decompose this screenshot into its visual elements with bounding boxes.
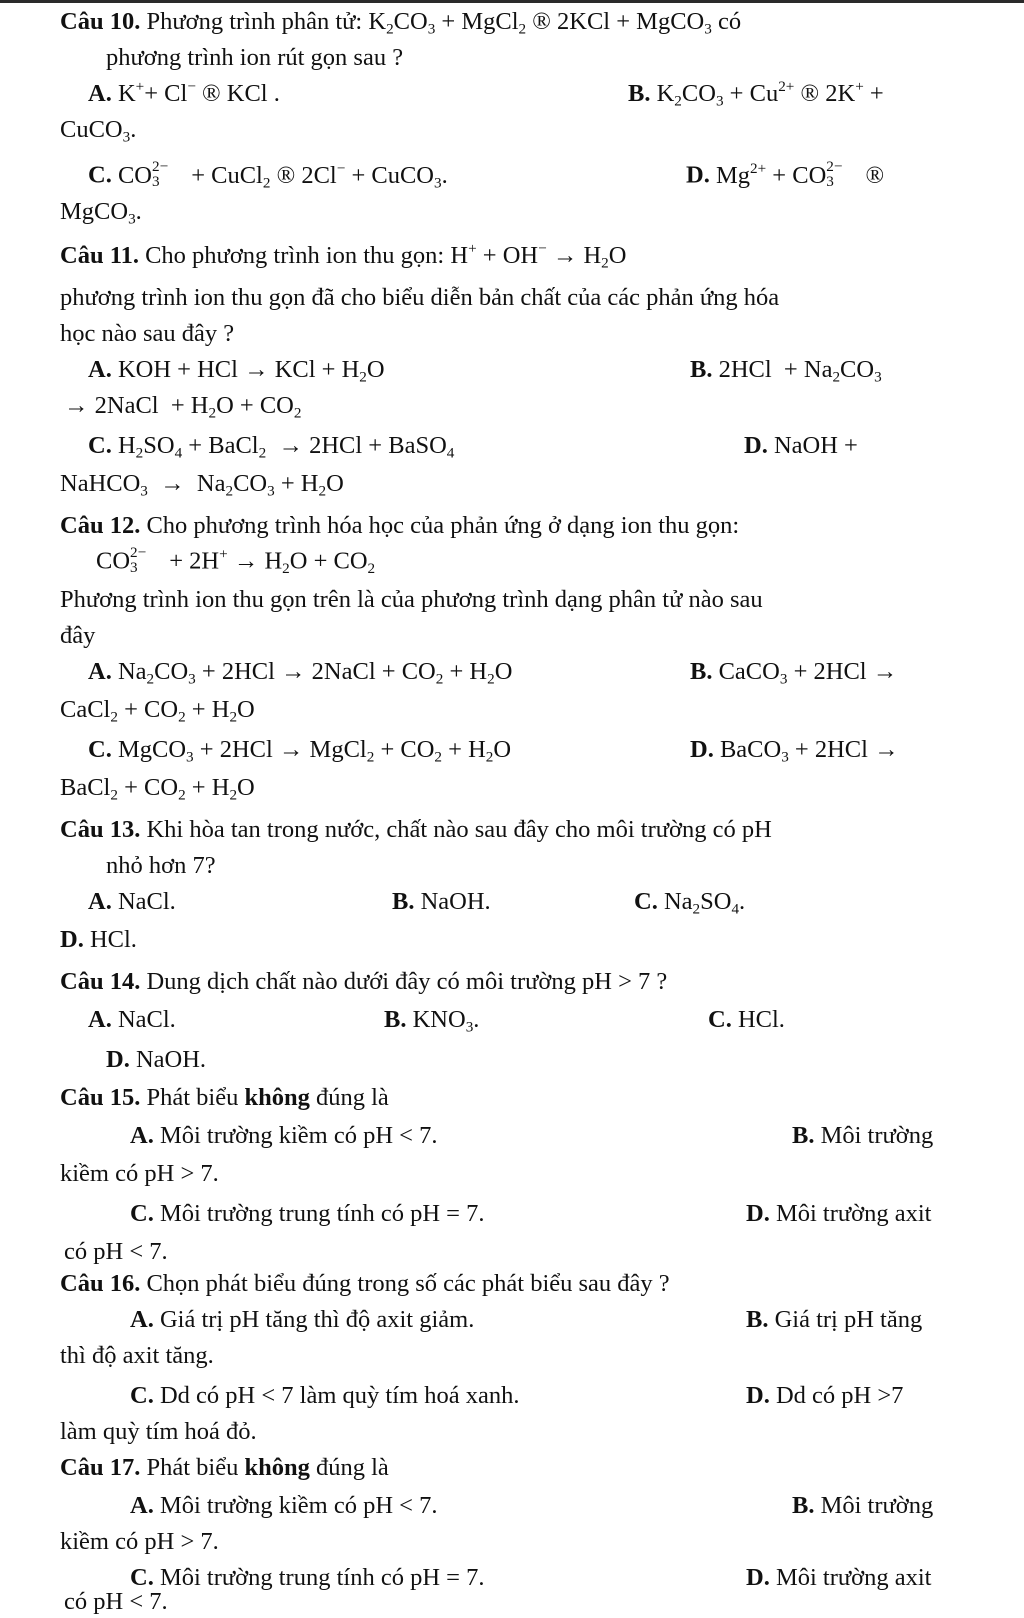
q12-option-a[interactable]: A. $Na_2CO_3 + 2HCl$ → 2NaCl + $CO_2 + H_2O$ — [88, 658, 513, 688]
q11-label: Câu 11. — [60, 242, 139, 269]
q10-option-a-label: A. — [88, 80, 112, 107]
q11-option-c-label: C. — [88, 432, 112, 459]
q13-line2: nhỏ hơn 7? — [106, 852, 216, 879]
q11-option-b-label: B. — [690, 356, 713, 383]
q12-equation: CO 2− 3 + $2H^+ \to H_2O + CO_2$ — [96, 544, 376, 578]
q17-label: Câu 17. — [60, 1454, 141, 1481]
q17-option-b-cont: kiềm có pH > 7. — [60, 1528, 219, 1555]
q11-line2: phương trình ion thu gọn đã cho biểu diễn bản chất của các phản ứng hóa — [60, 284, 780, 311]
q15-option-d-cont: có pH < 7. — [64, 1238, 168, 1265]
q12-option-a-label: A. — [88, 658, 112, 685]
q12-option-c-label: C. — [88, 736, 112, 763]
q12-option-b[interactable]: B. CaCO$_3$ + 2HCl → — [690, 658, 898, 688]
q10-text: Phương trình phân tử: — [146, 8, 363, 35]
q17-option-d[interactable]: D. Môi trường axit — [746, 1564, 932, 1591]
q10-label: Câu 10. — [60, 8, 141, 35]
q16-option-a[interactable]: A. Giá trị pH tăng thì độ axit giảm. — [130, 1306, 475, 1333]
q10-suffix: có — [717, 8, 742, 35]
q16-option-b-cont: thì độ axit tăng. — [60, 1342, 214, 1369]
q13-option-b[interactable] — [392, 886, 491, 918]
q14-line1: Câu 14. Dung dịch chất nào dưới đây có môi trường pH > 7 ? — [60, 968, 668, 995]
q17-option-c[interactable]: C. Môi trường trung tính có pH = 7. — [130, 1564, 485, 1591]
q12-label: Câu 12. — [60, 512, 141, 539]
q10-option-d-label: D. — [686, 161, 710, 189]
q11-option-d[interactable]: D. NaOH + — [744, 432, 858, 459]
q12-line3: Phương trình ion thu gọn trên là của phương trình dạng phân tử nào sau — [60, 586, 763, 613]
q17-option-b[interactable]: B. Môi trường — [792, 1492, 934, 1519]
q14-option-a-text: NaCl. — [117, 1006, 176, 1033]
q12-option-b-cont: CaCl$_2$ + $CO_2 + H_2O$ — [60, 696, 255, 726]
q16-line1 — [60, 1268, 670, 1300]
q15-option-d[interactable]: D. Môi trường axit — [746, 1200, 932, 1227]
q11-option-a-label: A. — [88, 356, 112, 383]
q16-option-c[interactable]: C. Dd có pH < 7 làm quỳ tím hoá xanh. — [130, 1382, 520, 1409]
q11-option-c[interactable]: C. $H_2SO_4$ + BaCl$_2$ → 2HCl + BaSO$_4$ — [88, 432, 455, 462]
q10-line2: phương trình ion rút gọn sau ? — [106, 44, 404, 71]
q11-line3: học nào sau đây ? — [60, 320, 235, 347]
q17-option-d-cont: có pH < 7. — [64, 1588, 168, 1615]
q12-option-d[interactable]: D. BaCO$_3$ + 2HCl → — [690, 736, 899, 766]
q12-option-c[interactable]: C. MgCO$_3$ + 2HCl → MgCl$_2$ + $CO_2 + H_2O$ — [88, 736, 512, 766]
q13-option-d-label: D. — [60, 926, 84, 953]
q13-option-c-label: C. — [634, 888, 658, 915]
q14-option-a-label: A. — [88, 1006, 112, 1033]
q10-option-b-label: B. — [628, 80, 651, 107]
q11-equation: $H^+ + OH^- \to H_2O$ — [450, 240, 627, 272]
q10-option-b-cont: CuCO$_3$. — [60, 116, 137, 146]
q13-option-a-label: A. — [88, 888, 112, 915]
q15-line1: Câu 15. Phát biểu không đúng là — [60, 1084, 389, 1111]
q12-line4: đây — [60, 622, 96, 649]
q13-option-d-text: HCl. — [89, 926, 137, 953]
q12-option-d-cont: BaCl$_2$ + $CO_2 + H_2O$ — [60, 774, 255, 804]
q11-option-b-cont: → 2NaCl + $H_2O + CO_2$ — [64, 392, 302, 422]
q12-line1 — [60, 510, 739, 542]
q15-option-b-cont: kiềm có pH > 7. — [60, 1160, 219, 1187]
q15-emphasis: không — [244, 1084, 310, 1111]
q13-option-b-text: NaOH. — [420, 888, 491, 915]
q14-suffix: ? — [656, 968, 668, 995]
q17-option-a[interactable]: A. Môi trường kiềm có pH < 7. — [130, 1492, 438, 1519]
q10-option-d[interactable]: D. $Mg^{2+}$ + CO 2− 3 ® — [686, 158, 885, 191]
q10-option-a[interactable]: A. K++ Cl− ® KCl . — [88, 78, 280, 107]
q14-text: Dung dịch chất nào dưới đây có môi trường — [146, 968, 576, 995]
q11-option-d-label: D. — [744, 432, 768, 459]
q15-option-a[interactable]: A. Môi trường kiềm có pH < 7. — [130, 1122, 438, 1149]
q16-text: Chọn phát biểu đúng trong số các phát biểu sau đây ? — [146, 1270, 670, 1297]
q14-option-b[interactable]: B. $KNO_3$. — [384, 1006, 480, 1036]
q12-option-b-label: B. — [690, 658, 713, 685]
q11-text: Cho phương trình ion thu gọn: — [145, 242, 445, 269]
q14-option-d-label: D. — [106, 1046, 130, 1073]
q11-line1 — [60, 240, 626, 272]
q12-text: Cho phương trình hóa học của phản ứng ở dạng ion thu gọn: — [146, 512, 740, 539]
q17-line1: Câu 17. Phát biểu không đúng là — [60, 1454, 389, 1481]
q13-option-b-label: B. — [392, 888, 415, 915]
q10-option-c-label: C. — [88, 161, 112, 189]
q10-option-c[interactable]: C. CO 2− 3 + CuCl$_2$ ® 2Cl− + CuCO$_3$. — [88, 158, 448, 192]
q13-option-d[interactable] — [60, 924, 137, 956]
q12-option-d-label: D. — [690, 736, 714, 763]
q14-option-d[interactable] — [106, 1044, 206, 1076]
q16-label: Câu 16. — [60, 1270, 141, 1297]
q13-text: Khi hòa tan trong nước, chất nào sau đây cho môi trường có pH — [146, 816, 772, 843]
q13-option-a[interactable] — [88, 886, 176, 918]
q11-option-b[interactable]: B. $2HCl + Na_2CO_3$ — [690, 356, 882, 386]
q14-option-d-text: NaOH. — [135, 1046, 207, 1073]
q10-equation: $K_2CO_3$ + MgCl$_2$ ® 2KCl + MgCO$_3$ — [368, 8, 712, 38]
q14-option-c-text: HCl. — [737, 1006, 785, 1033]
q16-option-d-cont: làm quỳ tím hoá đỏ. — [60, 1418, 257, 1445]
q11-option-d-cont: NaHCO$_3$ → $Na_2CO_3 + H_2O$ — [60, 470, 344, 500]
q15-label: Câu 15. — [60, 1084, 141, 1111]
q16-option-b[interactable]: B. Giá trị pH tăng — [746, 1306, 923, 1333]
q10-line1 — [60, 6, 741, 38]
q14-option-c-label: C. — [708, 1006, 732, 1033]
q13-option-a-text: NaCl. — [117, 888, 176, 915]
q10-option-d-cont: MgCO$_3$. — [60, 198, 142, 228]
top-border — [0, 0, 1024, 3]
q13-option-c[interactable]: C. $Na_2SO_4$. — [634, 888, 746, 918]
q14-option-b-label: B. — [384, 1006, 407, 1033]
q17-emphasis: không — [244, 1454, 310, 1481]
q14-option-c[interactable] — [708, 1004, 785, 1036]
q16-option-d[interactable]: D. Dd có pH >7 — [746, 1382, 904, 1409]
q11-option-a[interactable]: A. KOH + HCl → KCl + $H_2O$ — [88, 356, 385, 386]
q15-option-c[interactable]: C. Môi trường trung tính có pH = 7. — [130, 1200, 485, 1227]
q14-label: Câu 14. — [60, 968, 141, 995]
q13-line1 — [60, 814, 772, 846]
q15-option-b[interactable]: B. Môi trường — [792, 1122, 934, 1149]
q10-option-b[interactable]: B. $K_2CO_3 + Cu^{2+}$ ® 2K+ + — [628, 78, 884, 110]
q13-label: Câu 13. — [60, 816, 141, 843]
q14-option-a[interactable] — [88, 1004, 176, 1036]
